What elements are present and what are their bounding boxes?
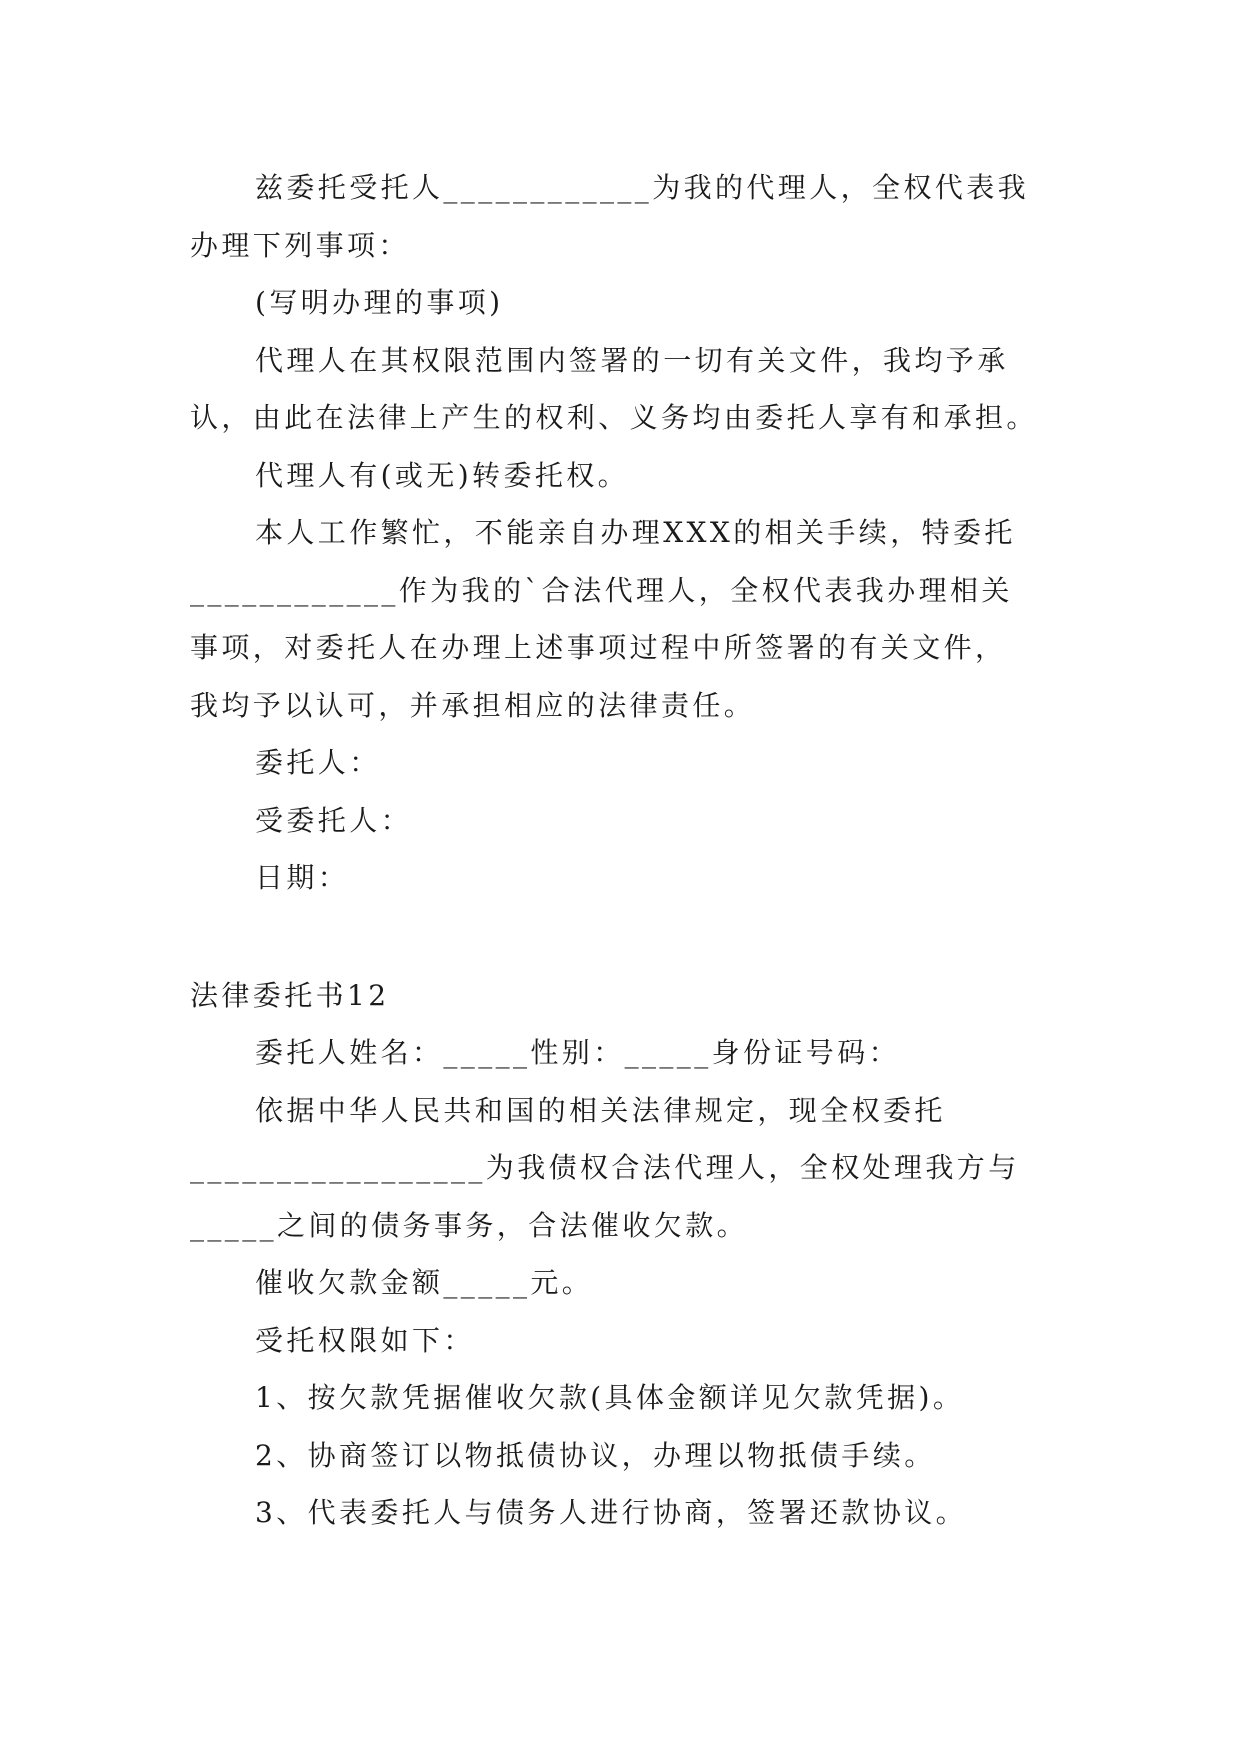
paragraph-line: 依据中华人民共和国的相关法律规定，现全权委托 <box>255 1094 946 1127</box>
authority-heading: 受托权限如下： <box>255 1324 475 1357</box>
paragraph-line: ____________作为我的`合法代理人，全权代表我办理相关 <box>190 574 1013 607</box>
paragraph-line: 事项，对委托人在办理上述事项过程中所签署的有关文件， <box>190 631 1007 664</box>
section-title: 法律委托书12 <box>190 979 390 1012</box>
paragraph-line: 代理人有(或无)转委托权。 <box>255 459 630 492</box>
authority-item: 2、协商签订以物抵债协议，办理以物抵债手续。 <box>255 1439 936 1472</box>
paragraph-line: (写明办理的事项) <box>255 286 504 319</box>
signature-field-agent: 受委托人： <box>255 804 413 837</box>
paragraph-line: _____之间的债务事务，合法催收欠款。 <box>190 1209 749 1242</box>
signature-field-date: 日期： <box>255 861 350 894</box>
authority-item: 1、按欠款凭据催收欠款(具体金额详见欠款凭据)。 <box>255 1381 965 1414</box>
paragraph-line: 代理人在其权限范围内签署的一切有关文件，我均予承 <box>255 344 1009 377</box>
signature-field-principal: 委托人： <box>255 746 381 779</box>
principal-info-line: 委托人姓名：_____性别：_____身份证号码： <box>255 1036 901 1069</box>
paragraph-line: 认，由此在法律上产生的权利、义务均由委托人享有和承担。 <box>190 401 1038 434</box>
paragraph-line: 本人工作繁忙，不能亲自办理XXX的相关手续，特委托 <box>255 516 1016 549</box>
amount-line: 催收欠款金额_____元。 <box>255 1266 594 1299</box>
paragraph-line: 兹委托受托人____________为我的代理人，全权代表我 <box>255 171 1030 204</box>
paragraph-line: 办理下列事项： <box>190 229 410 262</box>
paragraph-line: 我均予以认可，并承担相应的法律责任。 <box>190 689 756 722</box>
authority-item: 3、代表委托人与债务人进行协商，签署还款协议。 <box>255 1496 968 1529</box>
paragraph-line: _________________为我债权合法代理人，全权处理我方与 <box>190 1151 1020 1184</box>
